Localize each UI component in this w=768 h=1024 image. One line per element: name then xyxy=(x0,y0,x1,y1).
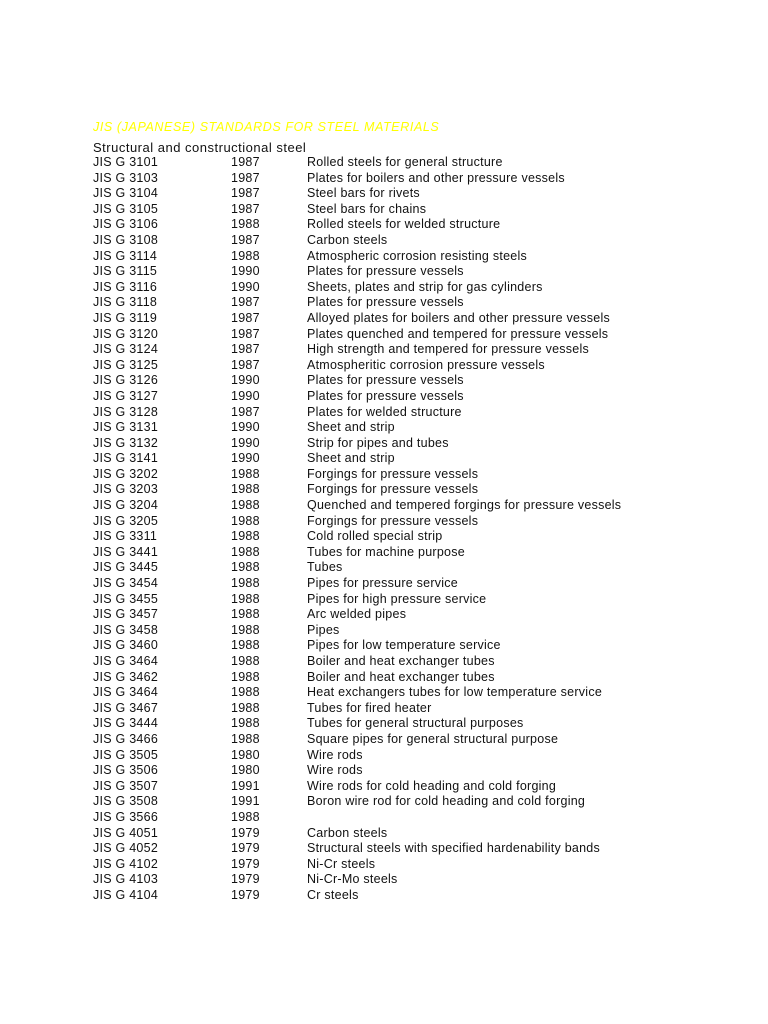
standard-description: Wire rods for cold heading and cold forging xyxy=(307,778,557,793)
standard-description: Pipes for low temperature service xyxy=(307,638,501,653)
standard-code: JIS G 3114 xyxy=(93,248,158,263)
standard-description: Tubes for fired heater xyxy=(307,700,432,715)
standard-description: Tubes for general structural purposes xyxy=(307,716,524,731)
standard-description: Pipes for pressure service xyxy=(307,576,459,591)
table-row xyxy=(93,514,653,530)
standard-description: Steel bars for rivets xyxy=(307,186,420,201)
table-row xyxy=(93,685,653,701)
table-row xyxy=(93,841,653,857)
standard-code: JIS G 3311 xyxy=(93,529,158,544)
standard-description: Arc welded pipes xyxy=(307,607,407,622)
standard-year: 1987 xyxy=(231,155,260,169)
standard-code: JIS G 3116 xyxy=(93,279,158,294)
table-row xyxy=(93,560,653,576)
standard-year: 1988 xyxy=(231,217,260,232)
standard-description: Rolled steels for general structure xyxy=(307,155,503,169)
document-title: JIS (JAPANESE) STANDARDS FOR STEEL MATERIALS xyxy=(93,120,440,134)
standard-code: JIS G 3455 xyxy=(93,591,159,606)
table-row xyxy=(93,670,653,686)
standard-description: Carbon steels xyxy=(307,825,388,840)
standard-code: JIS G 3566 xyxy=(93,809,159,824)
standard-year: 1990 xyxy=(231,451,260,466)
table-row xyxy=(93,857,653,873)
table-row xyxy=(93,872,653,888)
table-row xyxy=(93,607,653,623)
table-row xyxy=(93,342,653,358)
standard-code: JIS G 3141 xyxy=(93,451,159,466)
standard-description: Wire rods xyxy=(307,747,363,762)
standard-code: JIS G 3125 xyxy=(93,357,159,372)
standard-year: 1990 xyxy=(231,264,260,279)
table-row xyxy=(93,389,653,405)
table-row xyxy=(93,529,653,545)
table-row xyxy=(93,716,653,732)
standard-year: 1979 xyxy=(231,825,260,840)
standard-code: JIS G 3462 xyxy=(93,669,159,684)
table-row xyxy=(93,311,653,327)
table-row xyxy=(93,280,653,296)
table-row xyxy=(93,405,653,421)
table-row xyxy=(93,295,653,311)
table-row xyxy=(93,779,653,795)
table-row xyxy=(93,264,653,280)
table-row xyxy=(93,373,653,389)
standard-year: 1990 xyxy=(231,373,260,388)
standard-year: 1988 xyxy=(231,560,260,575)
standard-year: 1991 xyxy=(231,778,260,793)
standard-year: 1987 xyxy=(231,170,260,185)
standard-year: 1988 xyxy=(231,466,260,481)
standard-description: Boron wire rod for cold heading and cold forging xyxy=(307,794,586,809)
table-row xyxy=(93,171,653,187)
standard-description: Sheet and strip xyxy=(307,451,395,466)
table-row xyxy=(93,654,653,670)
standard-description: Heat exchangers tubes for low temperature service xyxy=(307,685,603,700)
standard-description: Pipes xyxy=(307,622,340,637)
standard-code: JIS G 3445 xyxy=(93,560,159,575)
standard-code: JIS G 3104 xyxy=(93,186,159,201)
standard-description: Boiler and heat exchanger tubes xyxy=(307,669,495,684)
standard-code: JIS G 4051 xyxy=(93,825,159,840)
table-row xyxy=(93,748,653,764)
table-row xyxy=(93,436,653,452)
standard-description: Plates for pressure vessels xyxy=(307,373,464,388)
standard-code: JIS G 3505 xyxy=(93,747,159,762)
standard-year: 1980 xyxy=(231,747,260,762)
table-row xyxy=(93,576,653,592)
standard-code: JIS G 3460 xyxy=(93,638,159,653)
standard-code: JIS G 4102 xyxy=(93,856,159,871)
table-row xyxy=(93,498,653,514)
standard-year: 1988 xyxy=(231,731,260,746)
standard-description: Plates for pressure vessels xyxy=(307,295,464,310)
section-heading: Structural and constructional steel xyxy=(93,140,307,155)
table-row xyxy=(93,233,653,249)
standard-code: JIS G 4103 xyxy=(93,872,159,887)
standard-code: JIS G 4052 xyxy=(93,841,159,856)
standard-description: Plates for welded structure xyxy=(307,404,462,419)
standard-code: JIS G 3454 xyxy=(93,576,159,591)
standard-description: Steel bars for chains xyxy=(307,201,427,216)
standard-year: 1979 xyxy=(231,887,260,902)
standard-code: JIS G 3203 xyxy=(93,482,159,497)
table-row xyxy=(93,592,653,608)
table-row xyxy=(93,451,653,467)
table-row xyxy=(93,623,653,639)
standard-description: Cr steels xyxy=(307,887,359,902)
standard-year: 1987 xyxy=(231,232,260,247)
standard-year: 1988 xyxy=(231,607,260,622)
standard-year: 1990 xyxy=(231,279,260,294)
standard-description: Quenched and tempered forgings for pressure vessels xyxy=(307,498,622,513)
standard-code: JIS G 3118 xyxy=(93,295,158,310)
table-row xyxy=(93,358,653,374)
standard-year: 1988 xyxy=(231,248,260,263)
standard-code: JIS G 3457 xyxy=(93,607,159,622)
standard-year: 1988 xyxy=(231,591,260,606)
standard-code: JIS G 3458 xyxy=(93,622,159,637)
table-row xyxy=(93,420,653,436)
standard-code: JIS G 3120 xyxy=(93,326,159,341)
table-row xyxy=(93,888,653,904)
standard-code: JIS G 3105 xyxy=(93,201,159,216)
standard-year: 1990 xyxy=(231,420,260,435)
table-row xyxy=(93,327,653,343)
standard-code: JIS G 3466 xyxy=(93,731,159,746)
standard-description: Boiler and heat exchanger tubes xyxy=(307,654,495,668)
standard-description: Plates for boilers and other pressure vessels xyxy=(307,170,565,185)
table-row xyxy=(93,545,653,561)
standard-year: 1987 xyxy=(231,326,260,341)
standard-year: 1987 xyxy=(231,404,260,419)
standard-year: 1987 xyxy=(231,186,260,201)
standard-description: Plates for pressure vessels xyxy=(307,264,464,279)
standard-description: Forgings for pressure vessels xyxy=(307,513,479,528)
standard-code: JIS G 3115 xyxy=(93,264,158,279)
standard-year: 1991 xyxy=(231,794,260,809)
standard-description: Plates quenched and tempered for pressure vessels xyxy=(307,326,609,341)
standard-year: 1988 xyxy=(231,498,260,513)
table-row xyxy=(93,826,653,842)
standard-code: JIS G 3464 xyxy=(93,685,159,700)
standard-year: 1988 xyxy=(231,544,260,559)
standard-year: 1990 xyxy=(231,435,260,450)
standard-description: Strip for pipes and tubes xyxy=(307,435,449,450)
standard-code: JIS G 3128 xyxy=(93,404,159,419)
table-row xyxy=(93,638,653,654)
standard-year: 1987 xyxy=(231,201,260,216)
standard-year: 1987 xyxy=(231,342,260,357)
standard-year: 1988 xyxy=(231,669,260,684)
table-row xyxy=(93,763,653,779)
standard-year: 1988 xyxy=(231,622,260,637)
standard-year: 1988 xyxy=(231,809,260,824)
standard-description xyxy=(307,810,633,826)
standard-description: Plates for pressure vessels xyxy=(307,388,464,403)
table-row xyxy=(93,202,653,218)
standards-table xyxy=(93,155,653,904)
standard-code: JIS G 3444 xyxy=(93,716,159,731)
table-row xyxy=(93,732,653,748)
standard-year: 1979 xyxy=(231,856,260,871)
standard-year: 1988 xyxy=(231,700,260,715)
standard-code: JIS G 3131 xyxy=(93,420,159,435)
standard-description: Carbon steels xyxy=(307,232,388,247)
standard-code: JIS G 3508 xyxy=(93,794,159,809)
table-row xyxy=(93,467,653,483)
standard-year: 1988 xyxy=(231,576,260,591)
standard-code: JIS G 3108 xyxy=(93,232,159,247)
standard-year: 1990 xyxy=(231,388,260,403)
table-row xyxy=(93,810,653,826)
standard-year: 1988 xyxy=(231,638,260,653)
standard-code: JIS G 3101 xyxy=(93,155,159,169)
standard-code: JIS G 3507 xyxy=(93,778,159,793)
standard-year: 1979 xyxy=(231,841,260,856)
standard-year: 1987 xyxy=(231,295,260,310)
standard-year: 1979 xyxy=(231,872,260,887)
standard-year: 1987 xyxy=(231,310,260,325)
table-row xyxy=(93,482,653,498)
standard-description: Forgings for pressure vessels xyxy=(307,466,479,481)
standard-year: 1988 xyxy=(231,513,260,528)
standard-year: 1988 xyxy=(231,482,260,497)
standard-description: Ni-Cr-Mo steels xyxy=(307,872,398,887)
standard-description: Forgings for pressure vessels xyxy=(307,482,479,497)
standard-description: Sheets, plates and strip for gas cylinders xyxy=(307,279,543,294)
standard-description: Atmospheritic corrosion pressure vessels xyxy=(307,357,545,372)
standard-description: Alloyed plates for boilers and other pressure vessels xyxy=(307,310,610,325)
standard-code: JIS G 3441 xyxy=(93,544,159,559)
table-row xyxy=(93,155,653,171)
standard-year: 1988 xyxy=(231,716,260,731)
standard-code: JIS G 3205 xyxy=(93,513,159,528)
standard-year: 1980 xyxy=(231,763,260,778)
standard-description: Pipes for high pressure service xyxy=(307,591,487,606)
standard-description: Ni-Cr steels xyxy=(307,856,376,871)
standard-code: JIS G 3202 xyxy=(93,466,159,481)
table-row xyxy=(93,701,653,717)
standard-code: JIS G 4104 xyxy=(93,887,159,902)
standard-code: JIS G 3124 xyxy=(93,342,159,357)
standard-code: JIS G 3127 xyxy=(93,388,159,403)
standard-code: JIS G 3119 xyxy=(93,310,158,325)
table-row xyxy=(93,249,653,265)
standard-year: 1988 xyxy=(231,685,260,700)
standard-code: JIS G 3103 xyxy=(93,170,159,185)
standard-year: 1988 xyxy=(231,529,260,544)
table-row xyxy=(93,186,653,202)
standard-code: JIS G 3106 xyxy=(93,217,159,232)
standard-description: Rolled steels for welded structure xyxy=(307,217,501,232)
standard-description: Cold rolled special strip xyxy=(307,529,443,544)
standard-description: Tubes xyxy=(307,560,343,575)
standard-year: 1987 xyxy=(231,357,260,372)
standard-code: JIS G 3204 xyxy=(93,498,159,513)
standard-description: Square pipes for general structural purpose xyxy=(307,731,559,746)
standard-code: JIS G 3126 xyxy=(93,373,159,388)
standard-code: JIS G 3467 xyxy=(93,700,159,715)
standard-description: Atmospheric corrosion resisting steels xyxy=(307,248,527,263)
table-row xyxy=(93,217,653,233)
standard-code: JIS G 3464 xyxy=(93,654,159,668)
standard-description: Structural steels with specified hardenability bands xyxy=(307,841,601,856)
standard-code: JIS G 3506 xyxy=(93,763,159,778)
standard-description: Wire rods xyxy=(307,763,363,778)
standard-description: Tubes for machine purpose xyxy=(307,544,465,559)
table-row xyxy=(93,794,653,810)
standard-description: High strength and tempered for pressure vessels xyxy=(307,342,590,357)
standard-year: 1988 xyxy=(231,654,260,668)
standard-code: JIS G 3132 xyxy=(93,435,159,450)
standard-description: Sheet and strip xyxy=(307,420,395,435)
